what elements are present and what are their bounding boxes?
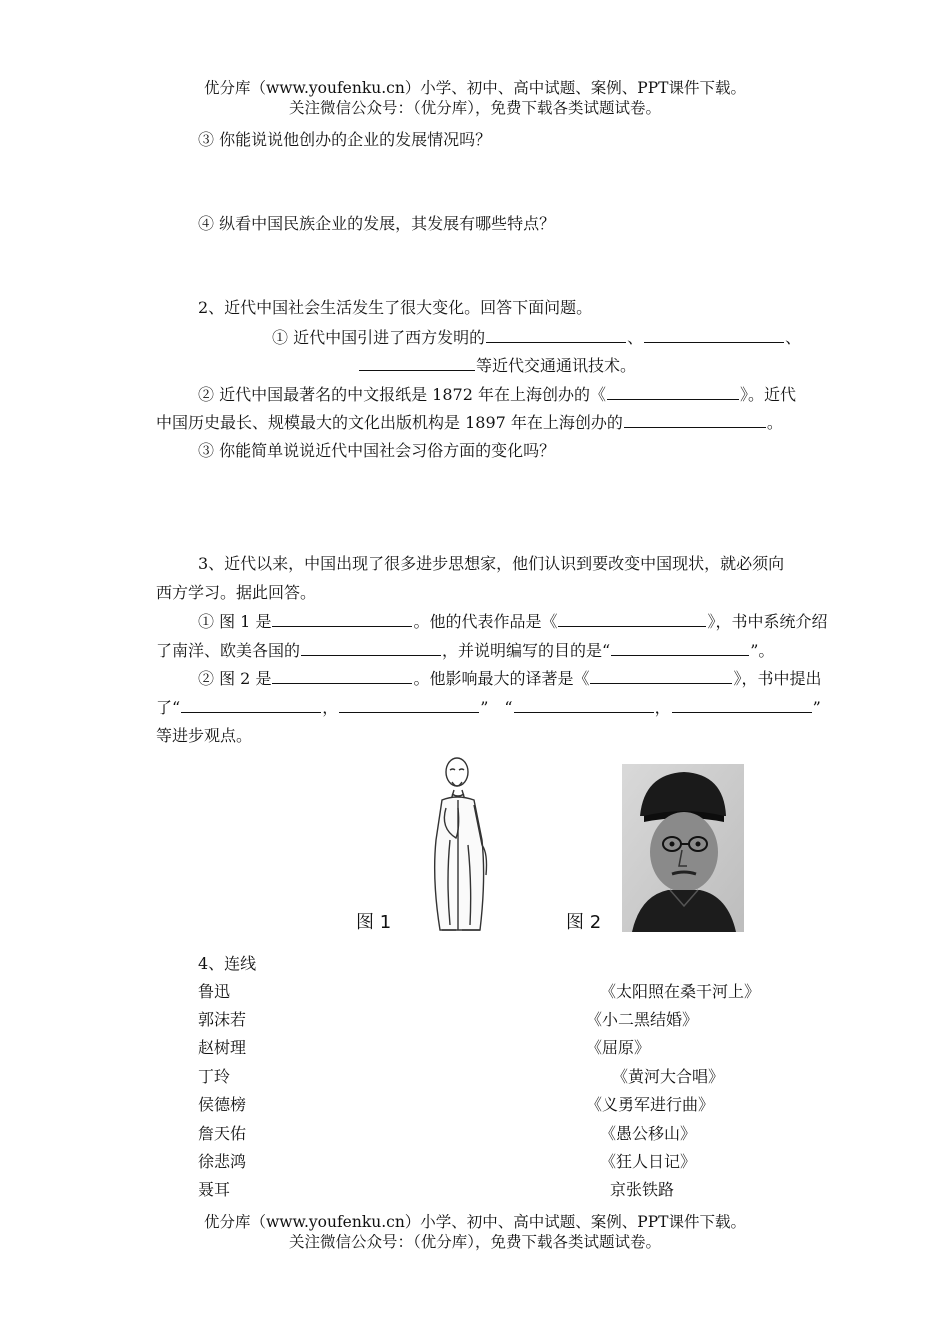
blank[interactable]: [181, 695, 321, 713]
blank[interactable]: [272, 609, 412, 627]
q2-sub3: ③ 你能简单说说近代中国社会习俗方面的变化吗？: [198, 441, 556, 460]
blank[interactable]: [607, 382, 739, 400]
q3-s2-line2: 了“ ， ” “ ， ”: [156, 695, 821, 720]
q4-left-item[interactable]: 詹天佑: [198, 1124, 247, 1143]
blank[interactable]: [611, 638, 749, 656]
q4-right-item[interactable]: 《太阳照在桑干河上》: [600, 982, 761, 1001]
blank[interactable]: [672, 695, 812, 713]
blank[interactable]: [590, 666, 732, 684]
blank[interactable]: [359, 353, 475, 371]
footer-line-2: 关注微信公众号：（优分库），免费下载各类试题试卷。: [288, 1233, 661, 1251]
figure-1-label: 图 1: [356, 912, 392, 933]
q3-s2-line1: ② 图 2 是 。他影响最大的译著是《 》，书中提出: [198, 666, 821, 691]
q2-sub1-line2: 等近代交通通讯技术。: [358, 353, 636, 378]
q2-sub1-line1: ① 近代中国引进了西方发明的 、 、: [272, 325, 801, 350]
q2-sub2-line2: 中国历史最长、规模最大的文化出版机构是 1897 年在上海创办的 。: [156, 410, 783, 435]
blank[interactable]: [301, 638, 441, 656]
q4-left-item[interactable]: 郭沫若: [198, 1010, 247, 1029]
figure-2-label: 图 2: [566, 912, 602, 933]
blank[interactable]: [486, 325, 626, 343]
blank[interactable]: [558, 609, 706, 627]
blank[interactable]: [644, 325, 784, 343]
blank[interactable]: [272, 666, 412, 684]
q3-s2-line3: 等进步观点。: [156, 726, 253, 745]
q4-right-item[interactable]: 《黄河大合唱》: [612, 1067, 725, 1086]
header-line-2: 关注微信公众号：（优分库），免费下载各类试题试卷。: [288, 99, 661, 117]
q4-left-item[interactable]: 侯德榜: [198, 1095, 247, 1114]
q4-right-item[interactable]: 《狂人日记》: [600, 1152, 697, 1171]
q4-left-item[interactable]: 聂耳: [198, 1180, 231, 1199]
q4-title: 4、连线: [198, 954, 257, 973]
q1-sub3: ③ 你能说说他创办的企业的发展情况吗？: [198, 130, 492, 149]
footer-line-1: 优分库（www.youfenku.cn）小学、初中、高中试题、案例、PPT课件下载。: [203, 1213, 747, 1231]
q4-right-item[interactable]: 京张铁路: [610, 1180, 675, 1199]
q3-s1-line1: ① 图 1 是 。他的代表作品是《 》，书中系统介绍: [198, 609, 827, 634]
q4-left-item[interactable]: 鲁迅: [198, 982, 231, 1001]
blank[interactable]: [514, 695, 654, 713]
header-line-1: 优分库（www.youfenku.cn）小学、初中、高中试题、案例、PPT课件下载。: [203, 79, 747, 97]
q4-left-item[interactable]: 丁玲: [198, 1067, 231, 1086]
q4-right-item[interactable]: 《屈原》: [586, 1038, 651, 1057]
q3-line2: 西方学习。据此回答。: [156, 583, 317, 602]
q1-sub4: ④ 纵看中国民族企业的发展，其发展有哪些特点？: [198, 214, 556, 233]
q4-left-item[interactable]: 徐悲鸿: [198, 1152, 247, 1171]
q4-left-item[interactable]: 赵树理: [198, 1038, 247, 1057]
q2-sub2-line1: ② 近代中国最著名的中文报纸是 1872 年在上海创办的《 》。近代: [198, 382, 796, 407]
q3-s1-line2: 了南洋、欧美各国的 ，并说明编写的目的是“ ”。: [156, 638, 774, 663]
blank[interactable]: [624, 410, 766, 428]
blank[interactable]: [339, 695, 479, 713]
q4-right-item[interactable]: 《义勇军进行曲》: [586, 1095, 715, 1114]
figure-2-portrait: [622, 764, 744, 932]
q3-line1: 3、近代以来，中国出现了很多进步思想家，他们认识到要改变中国现状，就必须向: [198, 554, 785, 573]
figure-1-illustration: [412, 750, 510, 940]
q4-right-item[interactable]: 《愚公移山》: [600, 1124, 697, 1143]
q2-title: 2、近代中国社会生活发生了很大变化。回答下面问题。: [198, 298, 593, 317]
q4-right-item[interactable]: 《小二黑结婚》: [586, 1010, 699, 1029]
